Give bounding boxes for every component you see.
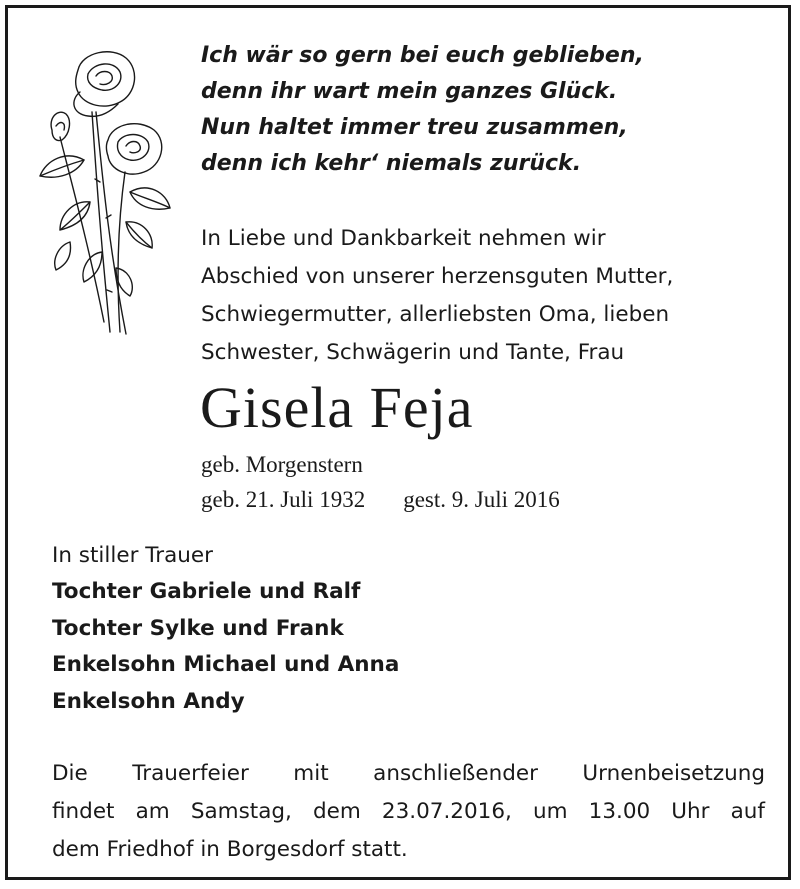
funeral-line: dem Friedhof in Borgesdorf statt. (52, 837, 408, 862)
intro-line: Abschied von unserer herzensguten Mutter, (201, 264, 674, 289)
mourner-name: Tochter Gabriele und Ralf (52, 579, 361, 604)
death-date: gest. 9. Juli 2016 (403, 487, 560, 512)
mourners-list (52, 574, 399, 720)
poem-line: Ich wär so gern bei euch geblieben, (201, 43, 644, 68)
intro-line: Schwester, Schwägerin und Tante, Frau (201, 340, 625, 365)
obituary-frame (5, 5, 791, 880)
poem-line: Nun haltet immer treu zusammen, (201, 115, 628, 140)
mourning-label: In stiller Trauer (52, 543, 213, 568)
funeral-line: findet am Samstag, dem 23.07.2016, um 13.00 Uhr auf (52, 799, 765, 824)
roses-illustration (30, 42, 180, 342)
poem (201, 38, 644, 182)
funeral-notice (52, 755, 765, 869)
funeral-line: Die Trauerfeier mit anschließender Urnenbeisetzung (52, 761, 765, 786)
mourner-name: Tochter Sylke und Frank (52, 615, 344, 641)
mourner-name: Enkelsohn Michael und Anna (52, 652, 400, 677)
intro-line: In Liebe und Dankbarkeit nehmen wir (201, 226, 606, 251)
poem-line: denn ihr wart mein ganzes Glück. (201, 79, 618, 104)
deceased-name: Gisela Feja (200, 375, 474, 440)
birth-date: geb. 21. Juli 1932 (201, 487, 366, 512)
birth-name: geb. Morgenstern (201, 452, 363, 477)
intro-line: Schwiegermutter, allerliebsten Oma, lieben (201, 302, 670, 327)
mourner-name: Enkelsohn Andy (52, 688, 245, 714)
intro-text (201, 220, 673, 372)
poem-line: denn ich kehr‘ niemals zurück. (201, 151, 582, 176)
life-dates (201, 481, 560, 519)
